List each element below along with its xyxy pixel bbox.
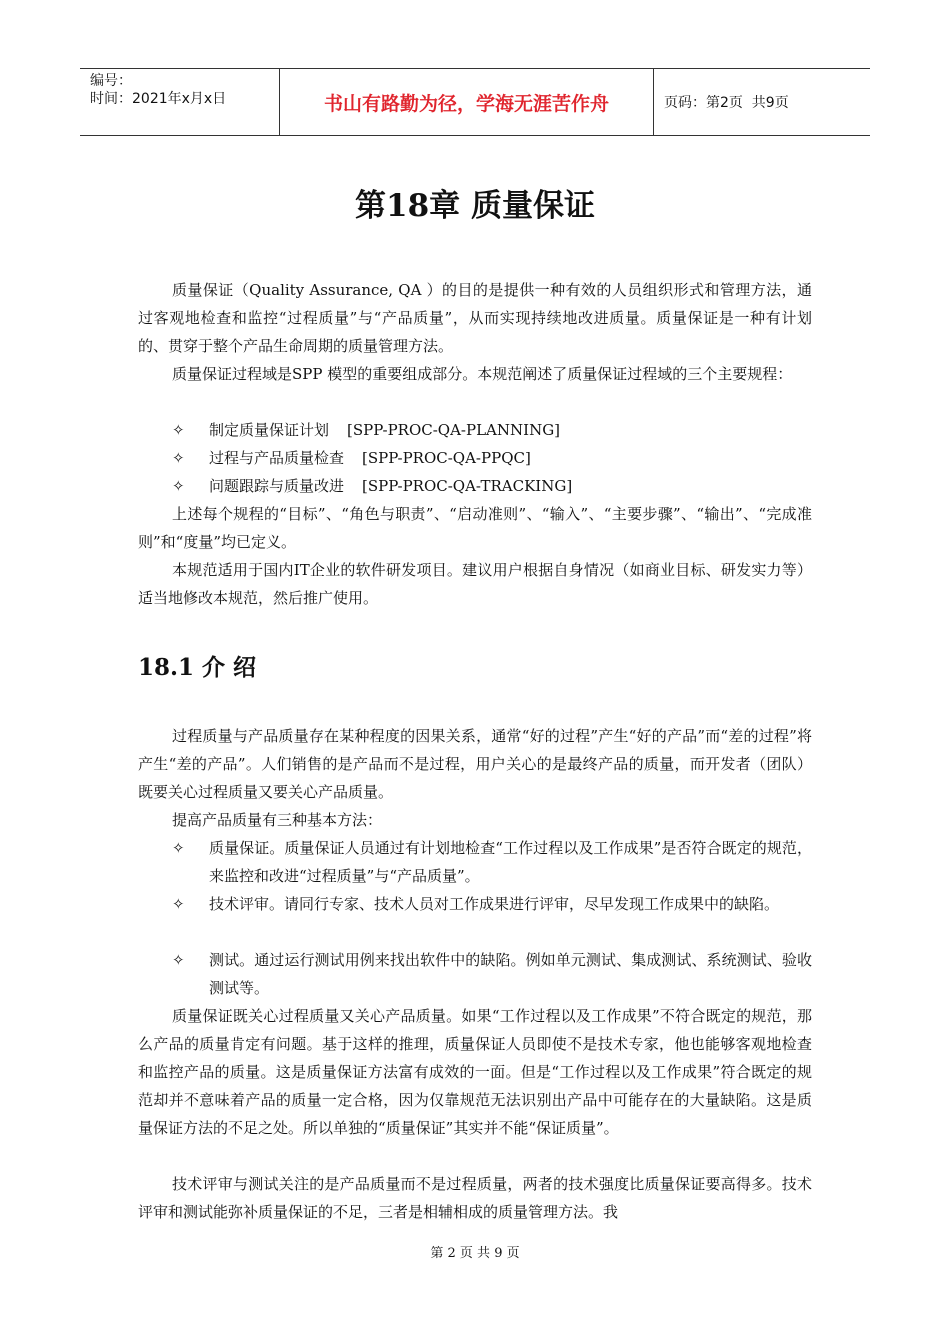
bullet-icon: ✧ (172, 951, 185, 969)
procedure-name: 问题跟踪与质量改进 (209, 477, 345, 495)
procedure-code: [SPP-PROC-QA-TRACKING] (362, 477, 573, 495)
procedure-item (172, 472, 812, 500)
document-time-label: 时间：2021年x月x日 (90, 91, 227, 107)
method-item (172, 946, 812, 1002)
intro-paragraph-2: 质量保证过程域是SPP 模型的重要组成部分。本规范阐述了质量保证过程域的三个主要规程： (172, 365, 793, 383)
procedure-code: [SPP-PROC-QA-PLANNING] (347, 421, 561, 439)
method-item (172, 834, 812, 890)
page-header (80, 68, 870, 136)
document-number-label: 编号： (90, 73, 132, 89)
section-paragraph-1: 过程质量与产品质量存在某种程度的因果关系，通常“好的过程”产生“好的产品”而“差的过程”将产生“差的产品”。人们销售的是产品而不是过程，用户关心的是最终产品的质量，而开发者（团队）既要关心过程质量又要关心产品质量。 (138, 727, 812, 801)
intro-paragraph-4: 本规范适用于国内IT企业的软件研发项目。建议用户根据自身情况（如商业目标、研发实力等）适当地修改本规范，然后推广使用。 (138, 561, 812, 607)
method-text: 质量保证。质量保证人员通过有计划地检查“工作过程以及工作成果”是否符合既定的规范，来监控和改进“过程质量”与“产品质量”。 (209, 839, 812, 885)
section-paragraph-3: 质量保证既关心过程质量又关心产品质量。如果“工作过程以及工作成果”不符合既定的规范，那么产品的质量肯定有问题。基于这样的推理，质量保证人员即使不是技术专家，他也能够客观地检查和监控产品的质量。这是质量保证方法富有成效的一面。但是“工作过程以及工作成果”符合既定的规范却并不意味着产品的质量一定合格，因为仅靠规范无法识别出产品中可能存在的大量缺陷。这是质量保证方法的不足之处。所以单独的“质量保证”其实并不能“保证质量”。 (138, 1007, 812, 1137)
bullet-icon: ✧ (172, 449, 185, 467)
intro-paragraph-3: 上述每个规程的“目标”、“角色与职责”、“启动准则”、“输入”、“主要步骤”、“输出”、“完成准则”和“度量”均已定义。 (138, 505, 812, 551)
procedure-name: 过程与产品质量检查 (209, 449, 345, 467)
procedure-code: [SPP-PROC-QA-PPQC] (362, 449, 531, 467)
method-item (172, 890, 812, 918)
intro-paragraph-1: 质量保证（Quality Assurance, QA ）的目的是提供一种有效的人员组织形式和管理方法，通过客观地检查和监控“过程质量”与“产品质量”，从而实现持续地改进质量。质量保证是一种有计划的、贯穿于整个产品生命周期的质量管理方法。 (138, 281, 812, 355)
header-meta (80, 69, 280, 135)
chapter-title: 第18章 质量保证 (355, 188, 595, 224)
page-footer: 第 2 页 共 9 页 (430, 1246, 520, 1261)
section-heading: 18.1 介 绍 (138, 654, 257, 681)
header-page-info (654, 69, 870, 135)
bullet-icon: ✧ (172, 421, 185, 439)
section-paragraph-4: 技术评审与测试关注的是产品质量而不是过程质量，两者的技术强度比质量保证要高得多。技术评审和测试能弥补质量保证的不足，三者是相辅相成的质量管理方法。我 (138, 1175, 812, 1221)
procedure-item (172, 444, 812, 472)
section-paragraph-2: 提高产品质量有三种基本方法： (172, 811, 383, 829)
header-page-info-text: 页码：第2页 共9页 (664, 95, 789, 111)
method-text: 测试。通过运行测试用例来找出软件中的缺陷。例如单元测试、集成测试、系统测试、验收测试等。 (209, 951, 812, 997)
procedure-name: 制定质量保证计划 (209, 421, 330, 439)
procedure-item (172, 416, 812, 444)
bullet-icon: ✧ (172, 839, 185, 857)
bullet-icon: ✧ (172, 477, 185, 495)
bullet-icon: ✧ (172, 895, 185, 913)
header-motto: 书山有路勤为径，学海无涯苦作舟 (280, 69, 654, 135)
method-text: 技术评审。请同行专家、技术人员对工作成果进行评审，尽早发现工作成果中的缺陷。 (209, 895, 780, 913)
